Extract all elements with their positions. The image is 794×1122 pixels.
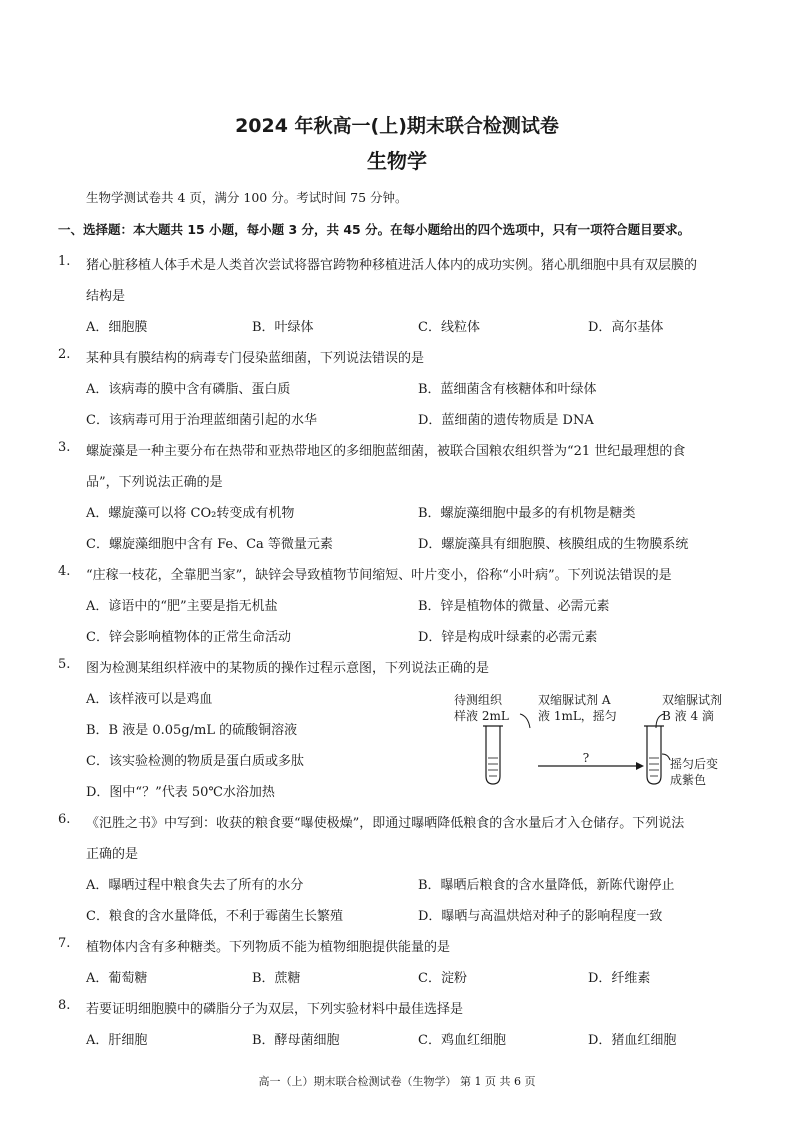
question-text: 图为检测某组织样液中的某物质的操作过程示意图，下列说法正确的是 (86, 661, 490, 676)
label-reagent-a-line2: 液 1mL，摇匀 (538, 709, 617, 723)
option-d[interactable]: D．螺旋藻具有细胞膜、核膜组成的生物膜系统 (418, 537, 689, 552)
experiment-diagram (450, 688, 750, 790)
question-text: 正确的是 (86, 847, 139, 862)
option-c[interactable]: C．鸡血红细胞 (418, 1033, 506, 1048)
question-text: “庄稼一枝花，全靠肥当家”，缺锌会导致植物节间缩短、叶片变小，俗称“小叶病”。下列说法错误的是 (86, 568, 672, 583)
option-c[interactable]: C．线粒体 (418, 320, 480, 335)
option-b[interactable]: B．酵母菌细胞 (252, 1033, 340, 1048)
option-a[interactable]: A．该样液可以是鸡血 (86, 692, 213, 707)
question-text: 《氾胜之书》中写到：收获的粮食要“曝使极燥”，即通过曝晒降低粮食的含水量后才入仓储存。下列说法 (86, 816, 685, 831)
test-tube-right (644, 726, 664, 784)
question-text: 某种具有膜结构的病毒专门侵染蓝细菌，下列说法错误的是 (86, 351, 425, 366)
option-d[interactable]: D．锌是构成叶绿素的必需元素 (418, 630, 598, 645)
question-text: 猪心脏移植人体手术是人类首次尝试将器官跨物种移植进活人体内的成功实例。猪心肌细胞中具有双层膜的 (86, 258, 698, 273)
question-number: 8. (58, 998, 71, 1013)
test-tube-left (483, 726, 503, 784)
option-b[interactable]: B．锌是植物体的微量、必需元素 (418, 599, 610, 614)
label-reagent-b-line1: 双缩脲试剂 (662, 693, 723, 707)
option-a[interactable]: A．该病毒的膜中含有磷脂、蛋白质 (86, 382, 291, 397)
page-footer: 高一（上）期末联合检测试卷（生物学） 第 1 页 共 6 页 (258, 1075, 536, 1088)
exam-title: 2024 年秋高一(上)期末联合检测试卷 (235, 115, 559, 137)
option-a[interactable]: A．谚语中的“肥”主要是指无机盐 (86, 599, 278, 614)
question-number: 1. (58, 254, 71, 269)
option-b[interactable]: B．B 液是 0.05g/mL 的硫酸铜溶液 (86, 723, 298, 738)
question-text: 植物体内含有多种糖类。下列物质不能为植物细胞提供能量的是 (86, 940, 451, 955)
question-text: 若要证明细胞膜中的磷脂分子为双层，下列实验材料中最佳选择是 (86, 1002, 464, 1017)
option-a[interactable]: A．螺旋藻可以将 CO₂转变成有机物 (86, 506, 295, 521)
option-c[interactable]: C．粮食的含水量降低，不利于霉菌生长繁殖 (86, 909, 343, 924)
option-b[interactable]: B．叶绿体 (252, 320, 314, 335)
question-text: 结构是 (86, 289, 126, 304)
option-c[interactable]: C．该病毒可用于治理蓝细菌引起的水华 (86, 413, 317, 428)
section-title: 一、选择题：本大题共 15 小题，每小题 3 分，共 45 分。在每小题给出的四个选项中，只有一项符合题目要求。 (58, 222, 691, 237)
option-b[interactable]: B．蓝细菌含有核糖体和叶绿体 (418, 382, 597, 397)
label-unknown-step: ? (582, 751, 590, 765)
option-d[interactable]: D．猪血红细胞 (588, 1033, 677, 1048)
label-result-line2: 成紫色 (670, 773, 707, 787)
label-sample-line2: 样液 2mL (454, 709, 509, 723)
option-b[interactable]: B．蔗糖 (252, 971, 301, 986)
question-text: 品”，下列说法正确的是 (86, 475, 223, 490)
question-text: 螺旋藻是一种主要分布在热带和亚热带地区的多细胞蓝细菌，被联合国粮农组织誉为“21 世纪最理想的食 (86, 444, 686, 459)
option-c[interactable]: C．螺旋藻细胞中含有 Fe、Ca 等微量元素 (86, 537, 333, 552)
option-d[interactable]: D．纤维素 (588, 971, 651, 986)
label-reagent-a-line1: 双缩脲试剂 A (538, 693, 611, 707)
label-reagent-b-line2: B 液 4 滴 (662, 709, 714, 723)
option-b[interactable]: B．螺旋藻细胞中最多的有机物是糖类 (418, 506, 636, 521)
option-c[interactable]: C．该实验检测的物质是蛋白质或多肽 (86, 754, 304, 769)
arrow-head (636, 762, 644, 770)
question-number: 4. (58, 564, 71, 579)
question-number: 5. (58, 657, 71, 672)
pointer-line (662, 754, 670, 760)
question-number: 2. (58, 347, 71, 362)
question-number: 3. (58, 440, 71, 455)
option-d[interactable]: D．曝晒与高温烘焙对种子的影响程度一致 (418, 909, 663, 924)
option-c[interactable]: C．淀粉 (418, 971, 467, 986)
label-sample-line1: 待测组织 (454, 693, 503, 707)
subject-title: 生物学 (367, 149, 427, 173)
option-d[interactable]: D．图中“？”代表 50℃水浴加热 (86, 785, 275, 800)
option-a[interactable]: A．细胞膜 (86, 320, 148, 335)
option-a[interactable]: A．曝晒过程中粮食失去了所有的水分 (86, 878, 304, 893)
question-number: 7. (58, 936, 71, 951)
option-d[interactable]: D．蓝细菌的遗传物质是 DNA (418, 413, 594, 428)
exam-intro: 生物学测试卷共 4 页，满分 100 分。考试时间 75 分钟。 (86, 190, 408, 205)
question-number: 6. (58, 812, 71, 827)
label-result-line1: 摇匀后变 (670, 757, 719, 771)
option-a[interactable]: A．葡萄糖 (86, 971, 148, 986)
option-b[interactable]: B．曝晒后粮食的含水量降低，新陈代谢停止 (418, 878, 675, 893)
option-c[interactable]: C．锌会影响植物体的正常生命活动 (86, 630, 291, 645)
option-a[interactable]: A．肝细胞 (86, 1033, 148, 1048)
pointer-line (520, 714, 530, 728)
option-d[interactable]: D．高尔基体 (588, 320, 664, 335)
